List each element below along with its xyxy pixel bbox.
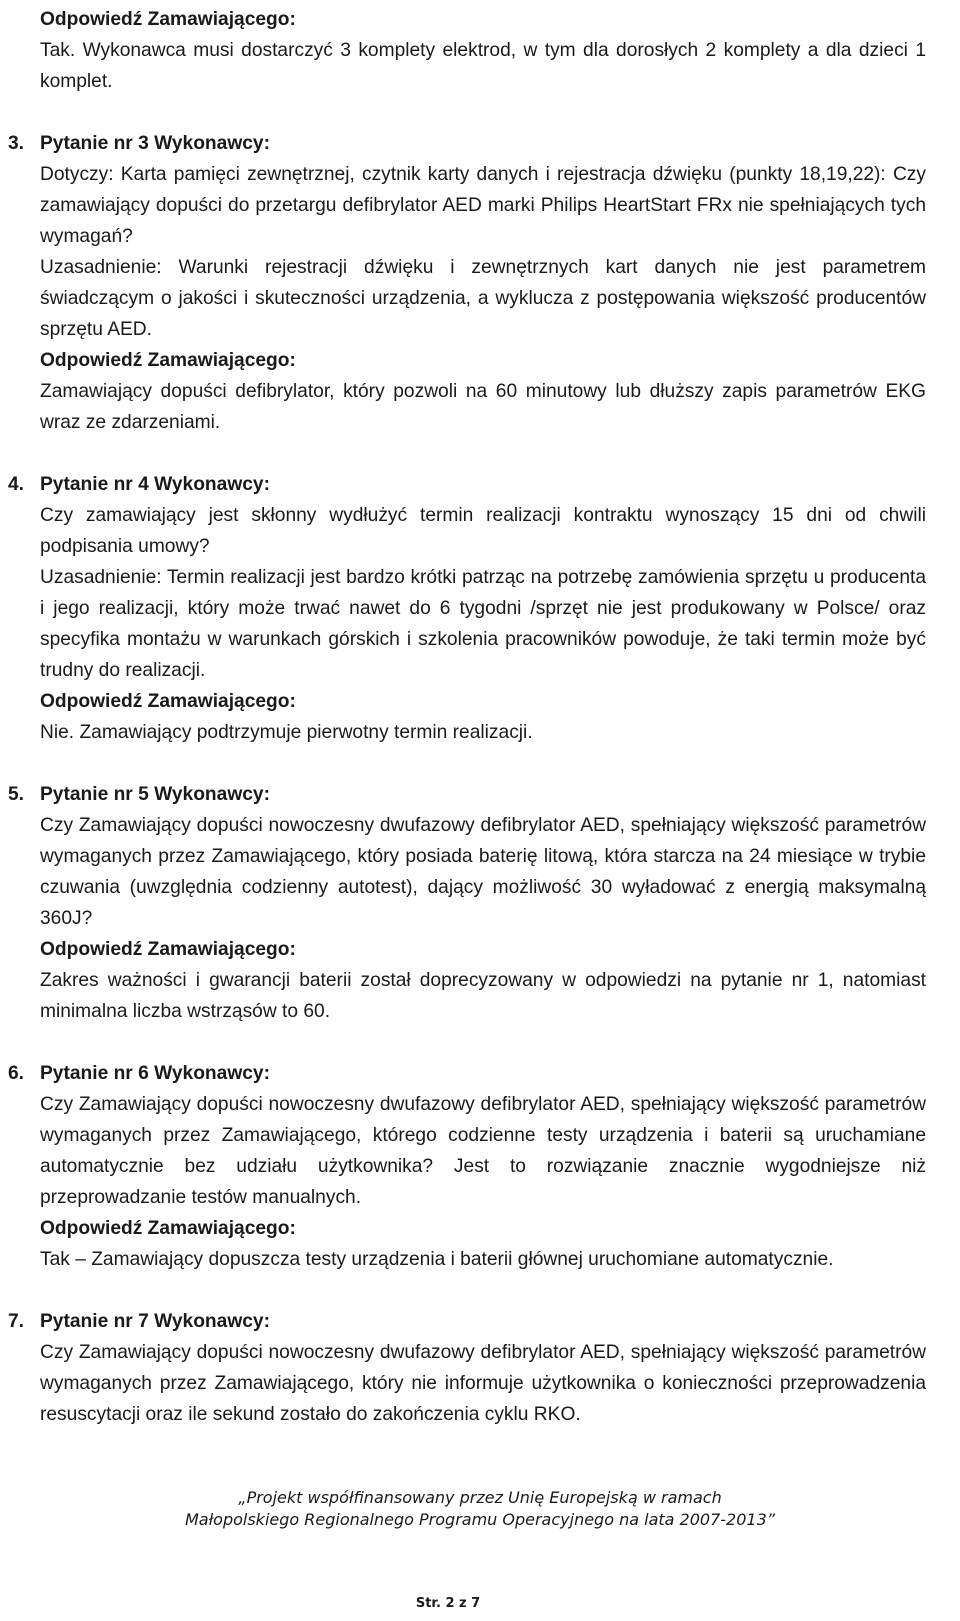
question-heading [8, 128, 926, 159]
footer-line-1: „Projekt współfinansowany przez Unię Europejską w ramach [238, 1488, 722, 1507]
answer-text: Zakres ważności i gwarancji baterii został doprecyzowany w odpowiedzi na pytanie nr 1, natomiast minimalna liczba wstrząsów to 60. [40, 970, 926, 1022]
document-body [8, 4, 926, 1430]
answer-text: Nie. Zamawiający podtrzymuje pierwotny termin realizacji. [40, 722, 533, 743]
answer-text: Zamawiający dopuści defibrylator, który pozwoli na 60 minutowy lub dłuższy zapis parametrów EKG wraz ze zdarzeniami. [40, 381, 926, 433]
justification-text: Uzasadnienie: Warunki rejestracji dźwięku i zewnętrznych kart danych nie jest parametrem świadczącym o jakości i skuteczności urządzenia, a wyklucza z postępowania większość producentów sprzętu AED. [40, 257, 926, 340]
question-number: 3. [8, 133, 25, 154]
answer-label: Odpowiedź Zamawiającego: [40, 9, 296, 30]
answer-label: Odpowiedź Zamawiającego: [40, 350, 296, 371]
question-heading [8, 1306, 926, 1337]
answer-text: Tak – Zamawiający dopuszcza testy urządzenia i baterii głównej uruchomiane automatycznie. [40, 1249, 834, 1270]
answer-label: Odpowiedź Zamawiającego: [40, 1218, 296, 1239]
question-7 [8, 1306, 926, 1430]
footer-line-2: Małopolskiego Regionalnego Programu Operacyjnego na lata 2007-2013” [184, 1510, 776, 1529]
answer-label: Odpowiedź Zamawiającego: [40, 939, 296, 960]
question-text: Czy Zamawiający dopuści nowoczesny dwufazowy defibrylator AED, spełniający większość parametrów wymaganych przez Zamawiającego, który posiada baterię litową, która starcza na 24 miesiące w trybie czuwania (uwzględnia codzienny autotest), dający możliwość 30 wyładować z energią maksymalną 360J? [40, 815, 926, 929]
question-number: 4. [8, 474, 25, 495]
page-number: Str. 2 z 7 [415, 1596, 481, 1611]
question-5 [8, 779, 926, 1027]
question-heading [8, 1058, 926, 1089]
question-4 [8, 469, 926, 748]
justification-text: Uzasadnienie: Termin realizacji jest bardzo krótki patrząc na potrzebę zamówienia sprzętu u producenta i jego realizacji, który może trwać nawet do 6 tygodni /sprzęt nie jest produkowany w Polsce/ oraz specyfika montażu w warunkach górskich i szkolenia pracowników powoduje, że taki termin może być trudny do realizacji. [40, 567, 926, 681]
question-6 [8, 1058, 926, 1275]
question-title: Pytanie nr 3 Wykonawcy: [40, 133, 270, 154]
answer-label: Odpowiedź Zamawiającego: [40, 691, 296, 712]
question-number: 5. [8, 784, 25, 805]
question-text: Czy Zamawiający dopuści nowoczesny dwufazowy defibrylator AED, spełniający większość parametrów wymaganych przez Zamawiającego, który nie informuje użytkownika o konieczności przeprowadzenia resuscytacji oraz ile sekund zostało do zakończenia cyklu RKO. [40, 1342, 926, 1425]
answer-text: Tak. Wykonawca musi dostarczyć 3 komplety elektrod, w tym dla dorosłych 2 komplety a dla dzieci 1 komplet. [40, 40, 926, 92]
intro-answer [40, 4, 926, 97]
question-heading [8, 469, 926, 500]
question-text: Czy zamawiający jest skłonny wydłużyć termin realizacji kontraktu wynoszący 15 dni od chwili podpisania umowy? [40, 505, 926, 557]
question-number: 7. [8, 1311, 25, 1332]
question-number: 6. [8, 1063, 25, 1084]
question-title: Pytanie nr 5 Wykonawcy: [40, 784, 270, 805]
question-3 [8, 128, 926, 438]
question-text: Dotyczy: Karta pamięci zewnętrznej, czytnik karty danych i rejestracja dźwięku (punkty 18,19,22): Czy zamawiający dopuści do przetargu defibrylator AED marki Philips HeartStart FRx nie spełniających tych wymagań? [40, 164, 926, 247]
question-heading [8, 779, 926, 810]
question-title: Pytanie nr 6 Wykonawcy: [40, 1063, 270, 1084]
question-text: Czy Zamawiający dopuści nowoczesny dwufazowy defibrylator AED, spełniający większość parametrów wymaganych przez Zamawiającego, którego codzienne testy urządzenia i baterii są uruchamiane automatycznie bez udziału użytkownika? Jest to rozwiązanie znacznie wygodniejsze niż przeprowadzanie testów manualnych. [40, 1094, 926, 1208]
question-title: Pytanie nr 7 Wykonawcy: [40, 1311, 270, 1332]
question-title: Pytanie nr 4 Wykonawcy: [40, 474, 270, 495]
